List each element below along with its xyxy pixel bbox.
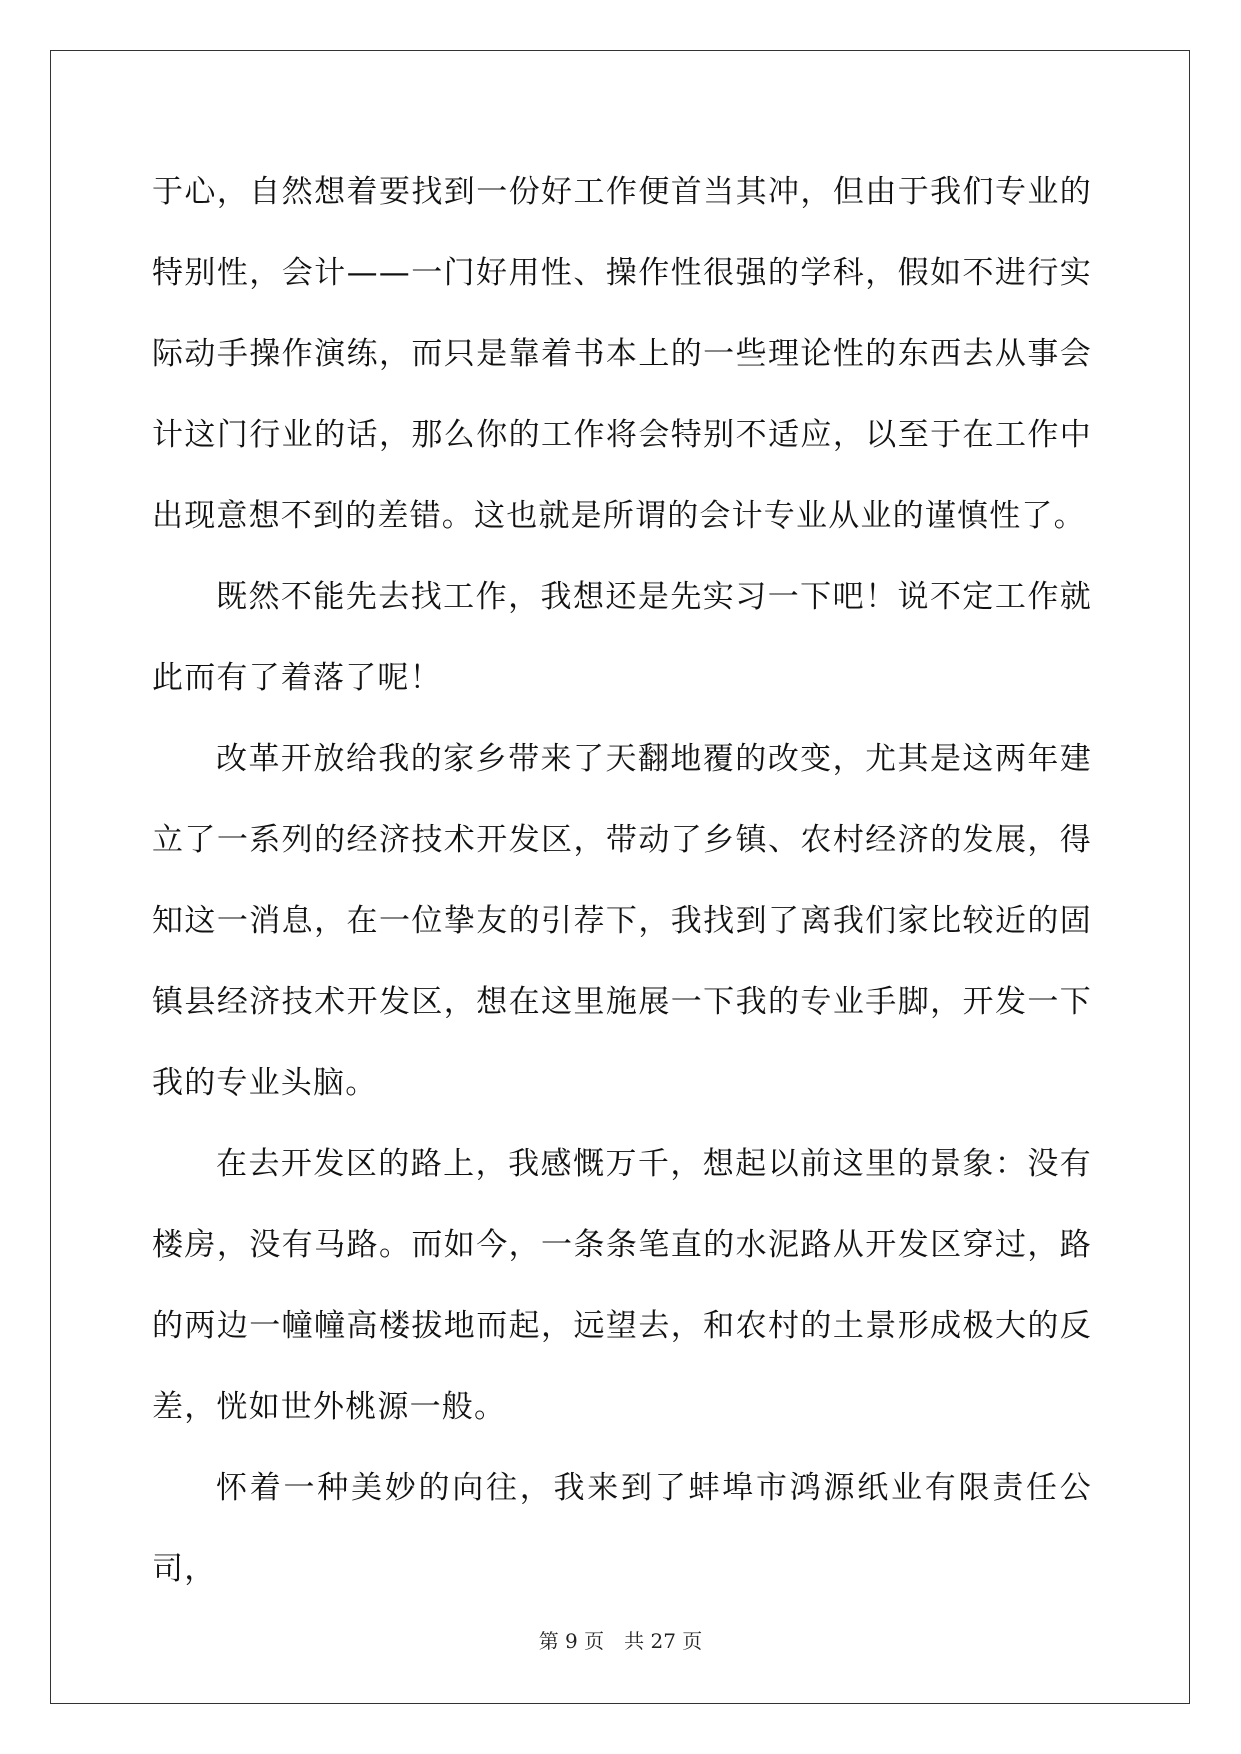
paragraph-1: 于心，自然想着要找到一份好工作便首当其冲，但由于我们专业的特别性，会计——一门好用性、操作性很强的学科，假如不进行实际动手操作演练，而只是靠着书本上的一些理论性的东西去从事会计这门行业的话，那么你的工作将会特别不适应，以至于在工作中出现意想不到的差错。这也就是所谓的会计专业从业的谨慎性了。	[152, 174, 1092, 534]
page-number-footer: 第 9 页 共 27 页	[538, 1629, 703, 1653]
paragraph-4: 在去开发区的路上，我感慨万千，想起以前这里的景象：没有楼房，没有马路。而如今，一条条笔直的水泥路从开发区穿过，路的两边一幢幢高楼拔地而起，远望去，和农村的土景形成极大的反差，恍如世外桃源一般。	[152, 1146, 1092, 1425]
document-body	[152, 152, 1092, 1610]
paragraph-5: 怀着一种美妙的向往，我来到了蚌埠市鸿源纸业有限责任公司，	[152, 1470, 1092, 1587]
paragraph-2: 既然不能先去找工作，我想还是先实习一下吧！说不定工作就此而有了着落了呢！	[152, 579, 1092, 696]
paragraph-3: 改革开放给我的家乡带来了天翻地覆的改变，尤其是这两年建立了一系列的经济技术开发区，带动了乡镇、农村经济的发展，得知这一消息，在一位挚友的引荐下，我找到了离我们家比较近的固镇县经济技术开发区，想在这里施展一下我的专业手脚，开发一下我的专业头脑。	[152, 741, 1092, 1101]
